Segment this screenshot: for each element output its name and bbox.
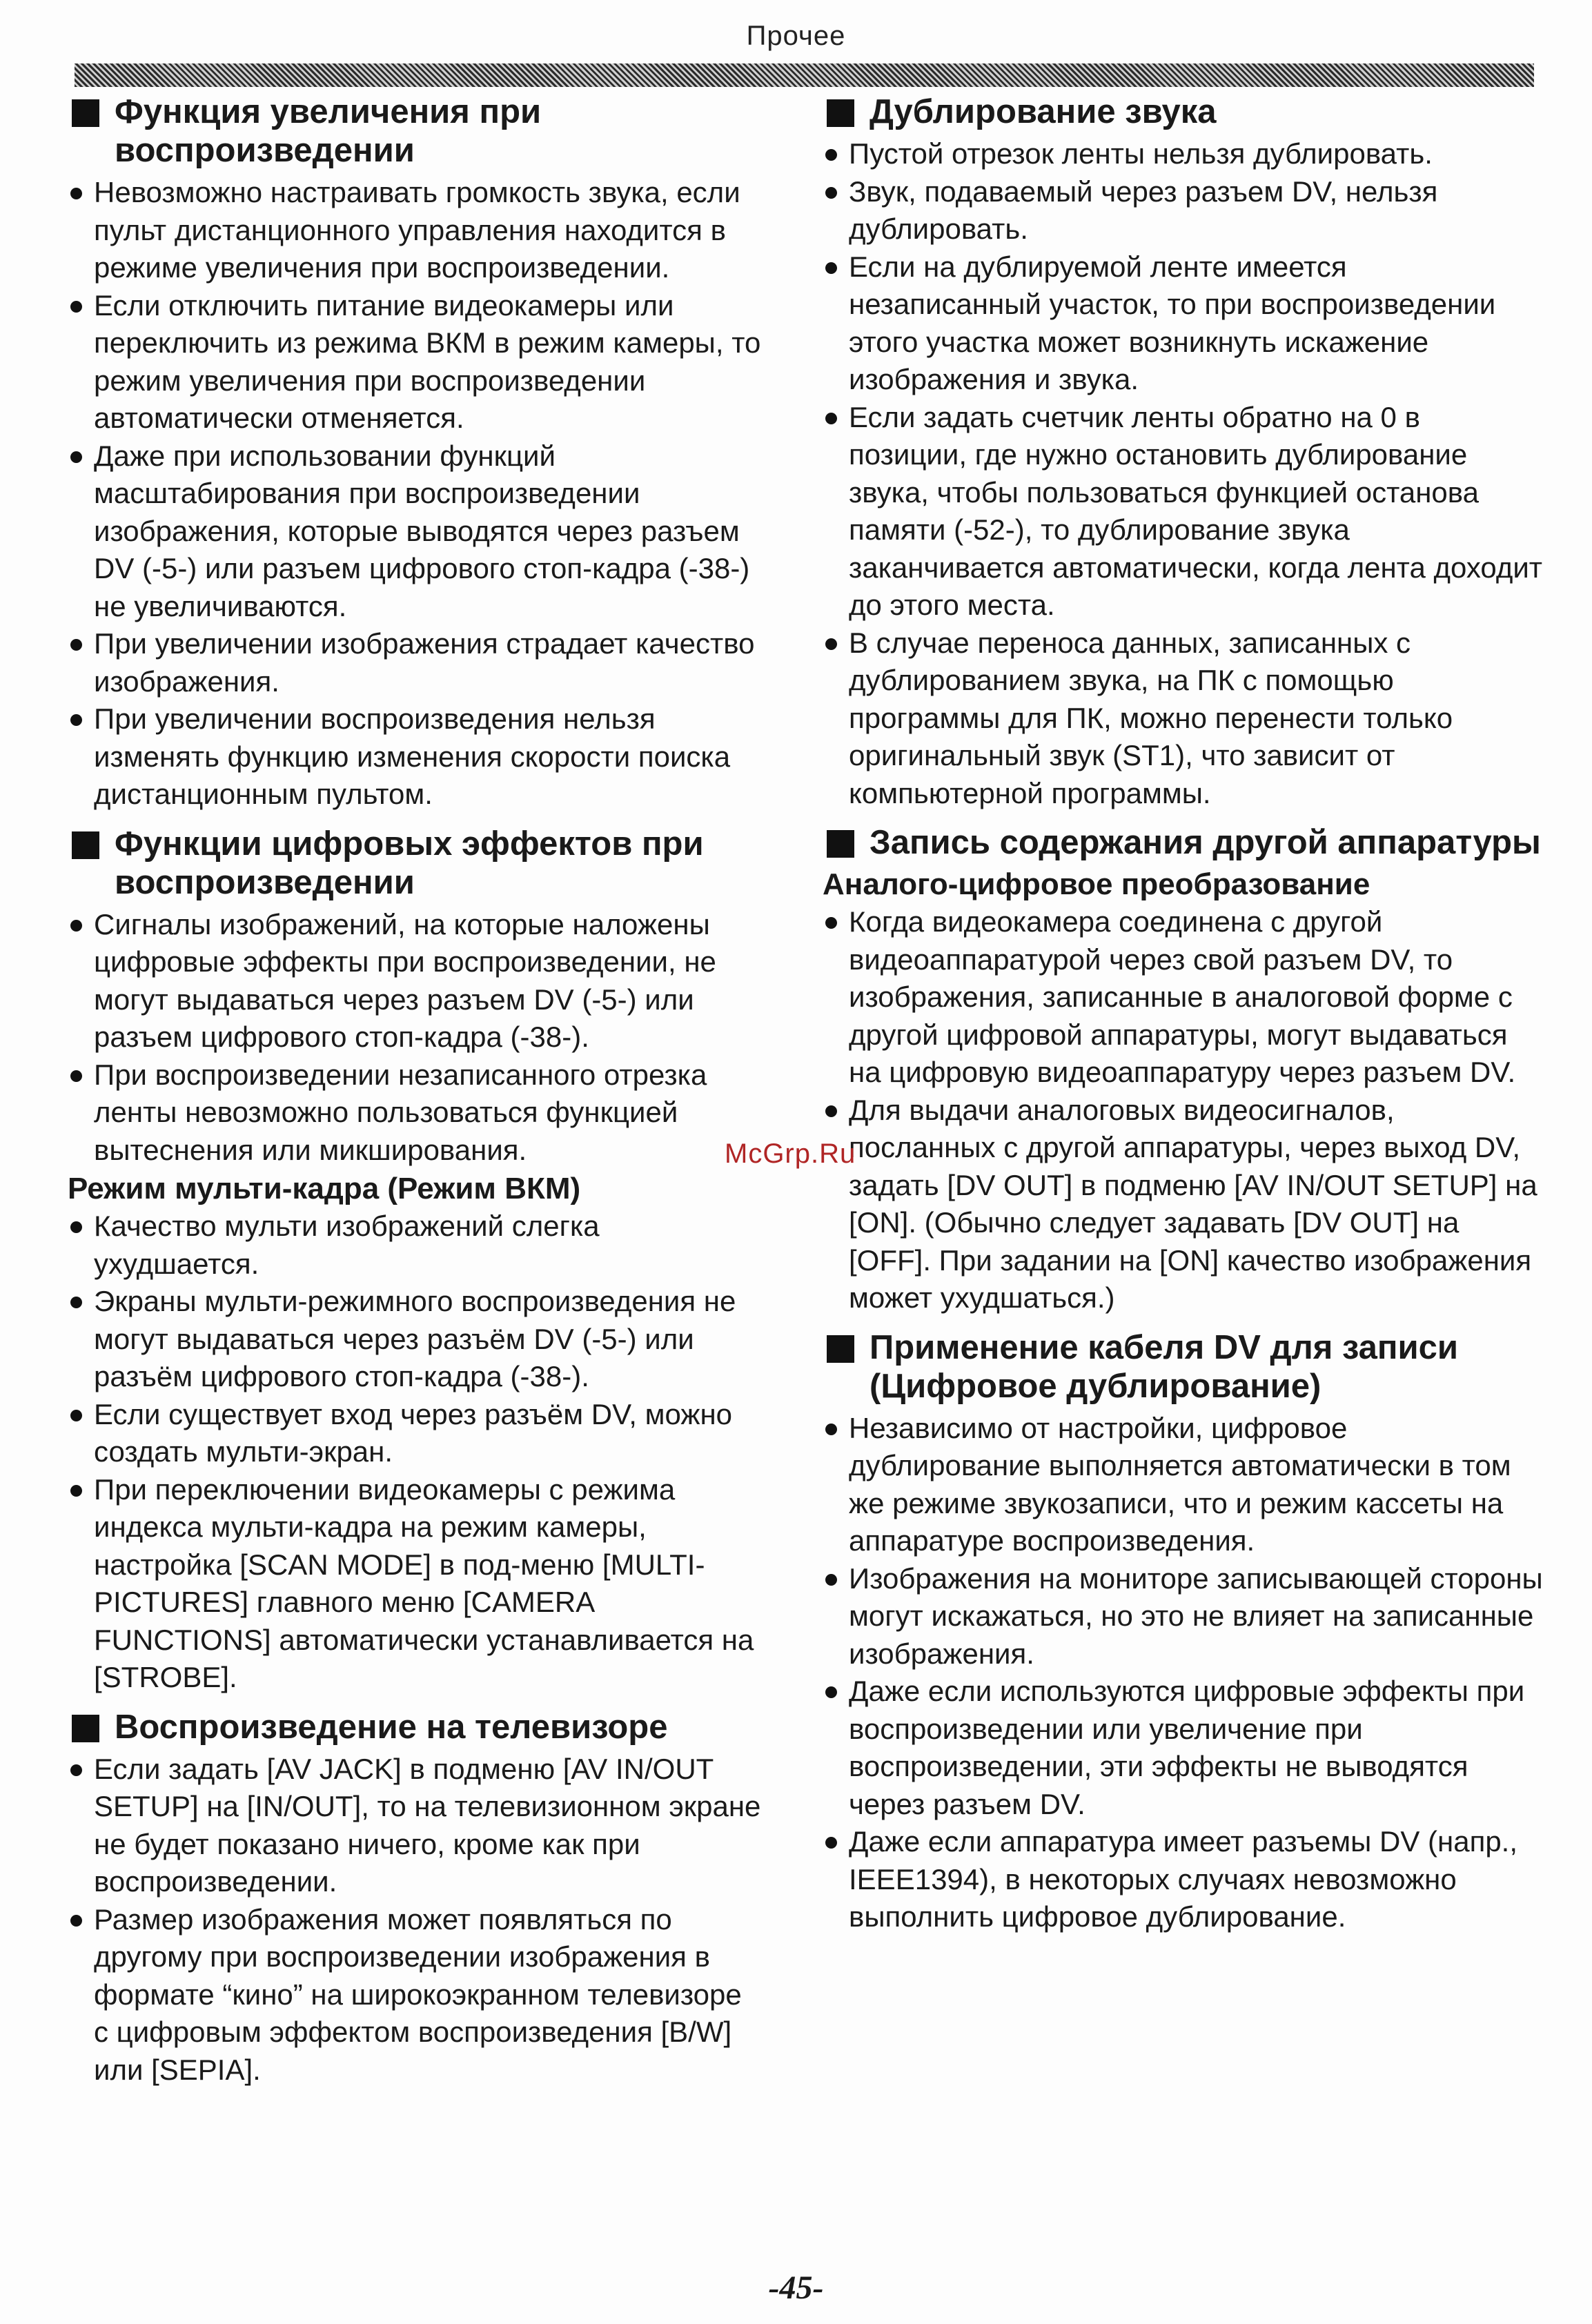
list-item: Независимо от настройки, цифровое дублирование выполняется автоматически в том же режиме звукозаписи, что и режим кассеты на аппаратуре воспроизведения. (821, 1410, 1546, 1560)
list-item: Если задать [AV JACK] в подменю [AV IN/OUT SETUP] на [IN/OUT], то на телевизионном экране не будет показано ничего, кроме как при воспроизведении. (66, 1751, 763, 1901)
list-item: Если отключить питание видеокамеры или переключить из режима ВКМ в режим камеры, то режим увеличения при воспроизведении автоматически отменяется. (66, 287, 763, 437)
section-square-icon (72, 831, 99, 859)
list-item: Даже если аппаратура имеет разъемы DV (напр., IEEE1394), в некоторых случаях невозможно выполнить цифровое дублирование. (821, 1823, 1546, 1936)
watermark-text: McGrp.Ru (725, 1139, 856, 1169)
list-item: При переключении видеокамеры с режима индекса мульти-кадра на режим камеры, настройка [SCAN MODE] в под-меню [MULTI-PICTURES] главного меню [CAMERA FUNCTIONS] автоматически устанавливается на [STROBE]. (66, 1471, 763, 1697)
section-title: Функция увеличения при воспроизведении (66, 92, 763, 170)
list-item: Если существует вход через разъём DV, можно создать мульти-экран. (66, 1396, 763, 1471)
section-title: Функции цифровых эффектов при воспроизведении (66, 825, 763, 902)
section-audio-dubbing (821, 92, 1546, 812)
list-item: Звук, подаваемый через разъем DV, нельзя дублировать. (821, 173, 1546, 248)
bullet-icon (70, 1070, 82, 1082)
list-item: Невозможно настраивать громкость звука, если пульт дистанционного управления находится в режиме увеличения при воспроизведении. (66, 174, 763, 287)
section-title: Применение кабеля DV для записи (Цифровое дублирование) (821, 1328, 1546, 1406)
bullet-icon (70, 639, 82, 651)
list-item: При увеличении воспроизведения нельзя изменять функцию изменения скорости поиска дистанционным пультом. (66, 700, 763, 814)
list-item: Если на дублируемой ленте имеется незаписанный участок, то при воспроизведении этого участка может возникнуть искажение изображения и звука. (821, 248, 1546, 399)
bullet-icon (70, 1485, 82, 1497)
list-item: Размер изображения может появляться по другому при воспроизведении изображения в формате “кино” на широкоэкранном телевизоре с цифровым эффектом воспроизведения [B/W] или [SEPIA]. (66, 1901, 763, 2089)
bullet-icon (825, 917, 837, 929)
bullet-icon (825, 149, 837, 161)
bullet-icon (70, 1410, 82, 1421)
list-item: Даже при использовании функций масштабирования при воспроизведении изображения, которые выводятся через разъем DV (-5-) или разъем цифрового стоп-кадра (-38-) не увеличиваются. (66, 437, 763, 626)
left-column (66, 88, 763, 2089)
bullet-icon (825, 1686, 837, 1698)
section-dv-cable-recording (821, 1328, 1546, 1936)
section-tv-playback (66, 1708, 763, 2089)
list-item: Для выдачи аналоговых видеосигналов, посланных с другой аппаратуры, через выход DV, задать [DV OUT] в подменю [AV IN/OUT SETUP] на [ON]. (Обычно следует задавать [DV OUT] на [OFF]. При задании на [ON] качество изображения может ухудшаться.) (821, 1092, 1546, 1317)
bullet-icon (70, 451, 82, 463)
section-title: Воспроизведение на телевизоре (66, 1708, 763, 1746)
page-number: -45- (768, 2269, 824, 2306)
subheading: Режим мульти-кадра (Режим ВКМ) (68, 1172, 581, 1205)
bullet-icon (70, 188, 82, 199)
section-square-icon (827, 99, 854, 127)
list-item: Сигналы изображений, на которые наложены цифровые эффекты при воспроизведении, не могут выдаваться через разъем DV (-5-) или разъем цифрового стоп-кадра (-38-). (66, 906, 763, 1056)
bullet-icon (70, 1764, 82, 1776)
bullet-icon (825, 1424, 837, 1435)
section-title: Запись содержания другой аппаратуры (821, 823, 1546, 862)
bullet-icon (70, 301, 82, 313)
bullet-icon (825, 1105, 837, 1117)
list-item: Экраны мульти-режимного воспроизведения не могут выдаваться через разъём DV (-5-) или разъём цифрового стоп-кадра (-38-). (66, 1283, 763, 1396)
page-header-title: Прочее (746, 21, 846, 51)
section-playback-zoom (66, 92, 763, 814)
bullet-icon (70, 714, 82, 726)
bullet-icon (825, 1837, 837, 1849)
list-item: В случае переноса данных, записанных с дублированием звука, на ПК с помощью программы для ПК, можно перенести только оригинальный звук (ST1), что зависит от компьютерной программы. (821, 624, 1546, 813)
section-square-icon (827, 1335, 854, 1363)
list-item: Когда видеокамера соединена с другой видеоаппаратурой через свой разъем DV, то изображения, записанные в аналоговой форме с другой цифровой аппаратуры, могут выдаваться на цифровую видеоаппаратуру через разъем DV. (821, 903, 1546, 1092)
section-square-icon (72, 99, 99, 127)
section-square-icon (827, 830, 854, 858)
list-item: Даже если используются цифровые эффекты при воспроизведении или увеличение при воспроизведении, эти эффекты не выводятся через разъем DV. (821, 1673, 1546, 1823)
list-item: Изображения на мониторе записывающей стороны могут искажаться, но это не влияет на записанные изображения. (821, 1560, 1546, 1673)
section-digital-effects (66, 825, 763, 1697)
section-recording-other-equipment (821, 823, 1546, 1317)
subheading: Аналого-цифровое преобразование (823, 867, 1370, 901)
bullet-icon (70, 1915, 82, 1927)
list-item: При увеличении изображения страдает качество изображения. (66, 625, 763, 700)
list-item: Пустой отрезок ленты нельзя дублировать. (821, 135, 1546, 173)
bullet-icon (70, 1221, 82, 1233)
list-item: При воспроизведении незаписанного отрезка ленты невозможно пользоваться функцией вытеснения или микширования. (66, 1056, 763, 1170)
list-item: Качество мульти изображений слегка ухудшается. (66, 1208, 763, 1283)
bullet-icon (825, 187, 837, 199)
bullet-icon (825, 1574, 837, 1586)
section-square-icon (72, 1715, 99, 1742)
bullet-icon (825, 638, 837, 650)
bullet-icon (825, 262, 837, 274)
header-divider-band (75, 63, 1534, 87)
bullet-icon (825, 413, 837, 424)
bullet-icon (70, 920, 82, 932)
right-column (821, 88, 1546, 1936)
bullet-icon (70, 1297, 82, 1308)
list-item: Если задать счетчик ленты обратно на 0 в позиции, где нужно остановить дублирование звука, чтобы пользоваться функцией останова памяти (-52-), то дублирование звука заканчивается автоматически, когда лента доходит до этого места. (821, 399, 1546, 624)
section-title: Дублирование звука (821, 92, 1546, 131)
